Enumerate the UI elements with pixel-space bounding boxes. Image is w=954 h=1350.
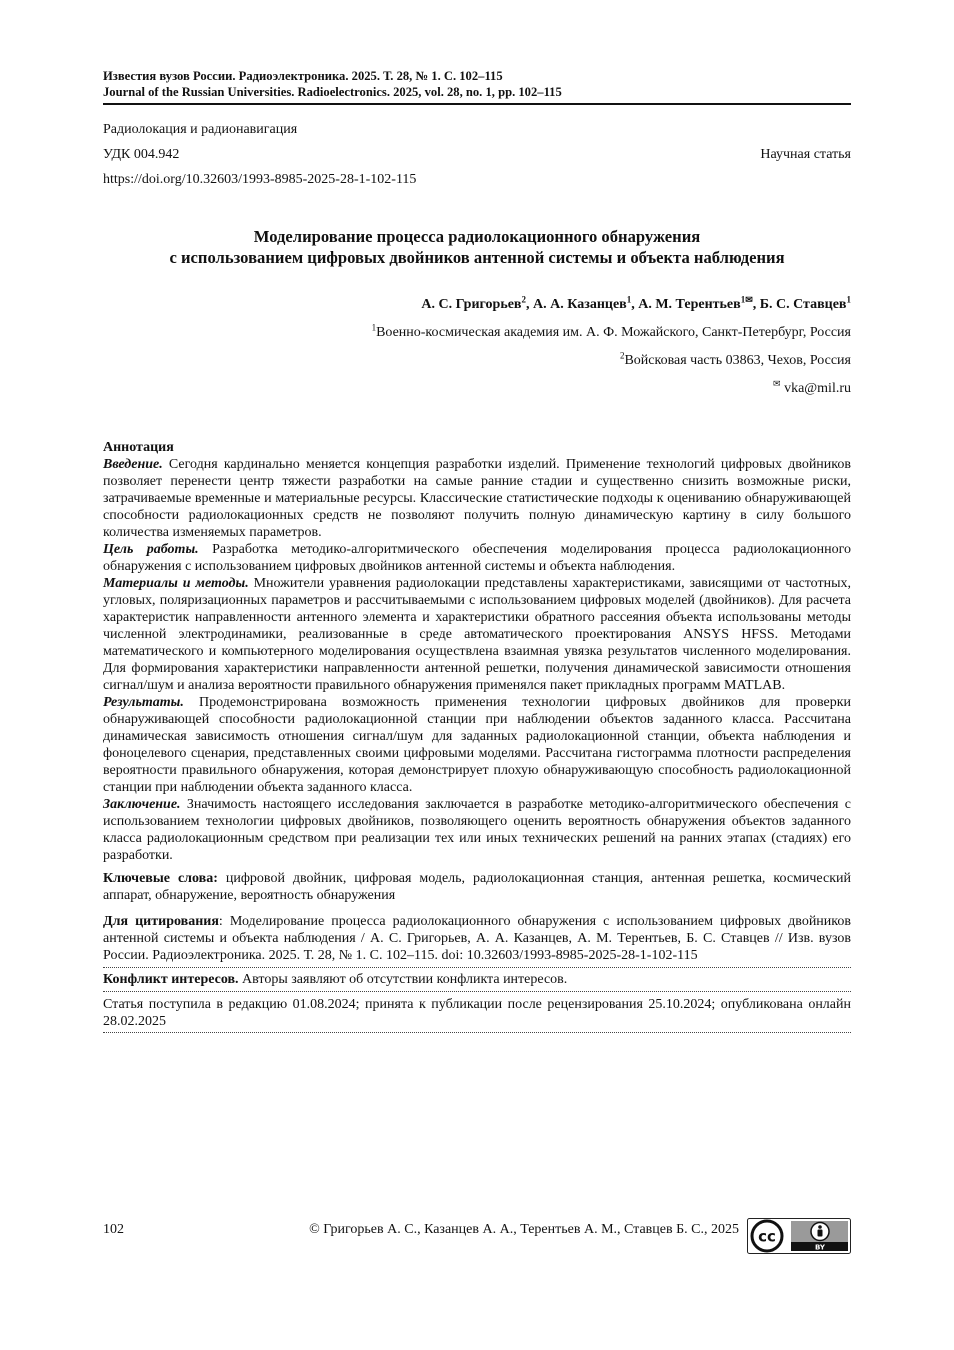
divider bbox=[103, 967, 851, 968]
keywords-text: цифровой двойник, цифровая модель, радиолокационная станция, антенная решетка, космический аппарат, обнаружение, вероятность обнаружения bbox=[103, 871, 851, 903]
abstract-text: Множители уравнения радиолокации представлены характеристиками, зависящими от частотных, угловых, поляризационных параметров и рассчитываемыми с использованием цифровых моделей (двойников). Для расчета характеристик направленности антенного элемента и характеристики обратного рассеяния объекта использованы методы численной электродинамики, реализованные в среде автоматического проектирования ANSYS HFSS. Методами математического и компьютерного моделирования осуществлена взаимная увязка результатов численного моделирования. Для формирования характеристики направленности антенной решетки, получения динамической зависимости отношения сигнал/шум и анализа вероятности правильного обнаружения применялся пакет прикладных программ MATLAB. bbox=[103, 576, 852, 693]
contact-email[interactable]: vka@mil.ru bbox=[784, 381, 851, 396]
article-history: Статья поступила в редакцию 01.08.2024; принята к публикации после рецензирования 25.10.2024; опубликована онлайн 28.02.2025 bbox=[103, 997, 851, 1029]
abstract-introduction bbox=[103, 456, 851, 541]
keywords-label: Ключевые слова: bbox=[103, 871, 218, 886]
envelope-icon: ✉ bbox=[745, 294, 753, 305]
header-rule bbox=[103, 103, 851, 105]
abstract-label: Заключение. bbox=[103, 797, 181, 812]
envelope-icon: ✉ bbox=[773, 378, 781, 389]
article-type: Научная статья bbox=[760, 147, 851, 162]
author-affiliation-mark: 1 bbox=[626, 294, 632, 305]
divider bbox=[103, 991, 851, 992]
title-line-2: с использованием цифровых двойников антенной системы и объекта наблюдения bbox=[169, 248, 785, 267]
copyright-notice: © Григорьев А. С., Казанцев А. А., Терентьев А. М., Ставцев Б. С., 2025 bbox=[309, 1222, 739, 1237]
journal-title-en: Journal of the Russian Universities. Radioelectronics. 2025, vol. 28, no. 1, pp. 102–115 bbox=[103, 85, 562, 99]
abstract-conclusion bbox=[103, 796, 851, 864]
abstract-text: Продемонстрирована возможность применения технологии цифровых двойников для проверки обнаруживающей способности радиолокационной станции при наблюдении объектов заданного класса. Рассчитана динамическая зависимость отношения сигнал/шум для заданных радиолокационной станции, объекта наблюдения и фоноцелевого сценария, представленных своими цифровыми моделями. Рассчитана гистограмма плотности распределения вероятности правильного обнаружения, которая демонстрирует плохую обнаруживающую способность радиолокационной станции при наблюдении объекта заданного класса. bbox=[103, 695, 851, 795]
cc-label: cc bbox=[758, 1227, 776, 1246]
abstract-label: Материалы и методы. bbox=[103, 576, 249, 591]
abstract-aim bbox=[103, 541, 851, 575]
author-affiliation-mark: 2 bbox=[521, 294, 526, 305]
contact-email-row bbox=[103, 378, 851, 397]
article-page bbox=[103, 68, 851, 1033]
conflict-text: Авторы заявляют об отсутствии конфликта интересов. bbox=[242, 972, 568, 987]
abstract-label: Введение. bbox=[103, 457, 163, 472]
section-name: Радиолокация и радионавигация bbox=[103, 122, 298, 137]
udc-code: УДК 004.942 bbox=[103, 147, 180, 162]
doi-link[interactable]: https://doi.org/10.32603/1993-8985-2025-28-1-102-115 bbox=[103, 172, 417, 187]
citation-text: : Моделирование процесса радиолокационного обнаружения с использованием цифровых двойников антенной системы и объекта наблюдения / А. С. Григорьев, А. А. Казанцев, А. М. Терентьев, Б. С. Ставцев // Изв. вузов России. Радиоэлектроника. 2025. Т. 28, № 1. С. 102–115. doi: 10.32603/1993-8985-2025-28-1-102-115 bbox=[103, 914, 851, 963]
udc-row bbox=[103, 147, 851, 163]
author-name: А. А. Казанцев bbox=[533, 297, 627, 312]
author-list: А. С. Григорьев$^2$, А. А. Казанцев$^1$, А. М. Терентьев$^{1✉}$, Б. С. Ставцев$^1$ bbox=[421, 294, 851, 312]
affiliation-1 bbox=[103, 322, 851, 341]
abstract-label: Результаты. bbox=[103, 695, 184, 710]
citation bbox=[103, 913, 851, 964]
page-number: 102 bbox=[103, 1222, 124, 1237]
affiliation-mark: 2 bbox=[619, 350, 625, 361]
abstract-results bbox=[103, 694, 851, 796]
cc-by-license-icon[interactable] bbox=[747, 1218, 851, 1254]
abstract-label: Цель работы. bbox=[103, 542, 199, 557]
affiliation-mark: 1 bbox=[371, 322, 377, 333]
affiliation-2 bbox=[103, 350, 851, 369]
keywords bbox=[103, 870, 851, 904]
abstract bbox=[103, 439, 851, 1033]
author-name: Б. С. Ставцев bbox=[759, 297, 847, 312]
abstract-text: Сегодня кардинально меняется концепция разработки изделий. Применение технологий цифровых двойников позволяет перенести центр тяжести разработки на самые ранние стадии и существенно снизить возможные риски, затрачиваемые временные и материальные ресурсы. Классические статистические подходы к оцениванию обнаруживающей способности радиолокационных средств не позволяют получить полную динамическую картину в силу большого количества изменяемых параметров. bbox=[103, 457, 851, 540]
abstract-text: Разработка методико-алгоритмического обеспечения моделирования процесса радиолокационного обнаружения с использованием цифровых двойников антенной системы и объекта наблюдения. bbox=[103, 542, 851, 574]
conflict-of-interest bbox=[103, 971, 851, 988]
abstract-methods bbox=[103, 575, 851, 694]
author-affiliation-mark: 1 bbox=[846, 294, 851, 305]
abstract-text: Значимость настоящего исследования заключается в разработке методико-алгоритмического обеспечения с использованием технологии цифровых двойников, позволяющего оценить вероятность обнаружения объектов заданного класса радиолокационным средством при реализации тех или иных технических решений на ранних этапах (стадиях) его разработки. bbox=[103, 797, 852, 863]
affiliation-text: Военно-космическая академия им. А. Ф. Можайского, Санкт-Петербург, Россия bbox=[376, 325, 851, 340]
divider bbox=[103, 1032, 851, 1033]
citation-label: Для цитирования bbox=[103, 914, 219, 929]
author-name: А. М. Терентьев bbox=[638, 297, 741, 312]
conflict-label: Конфликт интересов. bbox=[103, 972, 239, 987]
author-name: А. С. Григорьев bbox=[421, 297, 522, 312]
journal-header bbox=[103, 68, 851, 105]
abstract-heading: Аннотация bbox=[103, 440, 174, 455]
journal-title-ru: Известия вузов России. Радиоэлектроника. 2025. Т. 28, № 1. С. 102–115 bbox=[103, 69, 503, 83]
by-label: BY bbox=[814, 1243, 826, 1252]
title-line-1: Моделирование процесса радиолокационного обнаружения bbox=[253, 227, 701, 246]
affiliation-text: Войсковая часть 03863, Чехов, Россия bbox=[624, 353, 851, 368]
author-affiliation-mark: 1 bbox=[740, 294, 746, 305]
article-title bbox=[103, 226, 851, 268]
